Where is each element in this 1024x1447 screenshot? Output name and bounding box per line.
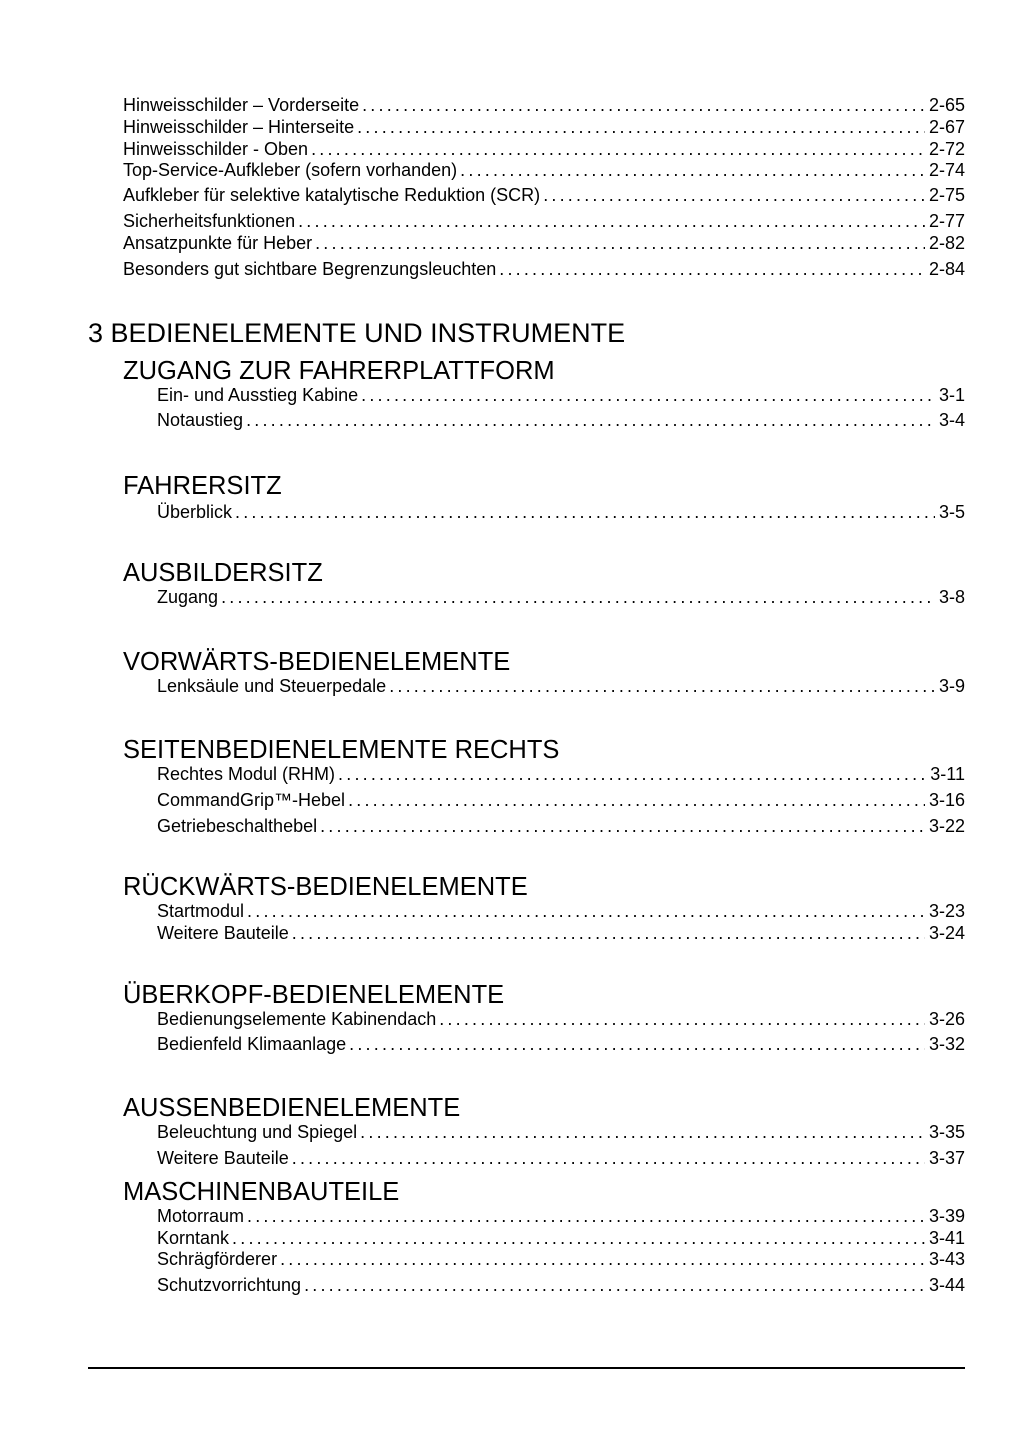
toc-entry-page: 3-32 bbox=[928, 1034, 965, 1054]
toc-entry-label: Motorraum bbox=[157, 1206, 245, 1226]
section-heading: SEITENBEDIENELEMENTE RECHTS bbox=[123, 736, 560, 764]
toc-entry[interactable] bbox=[157, 410, 965, 430]
dot-leader bbox=[499, 259, 925, 279]
toc-entry-label: Aufkleber für selektive katalytische Reduktion (SCR) bbox=[123, 185, 541, 205]
dot-leader bbox=[304, 1275, 925, 1295]
toc-entry-page: 3-4 bbox=[938, 410, 965, 430]
toc-entry[interactable] bbox=[157, 1275, 965, 1295]
toc-entry-label: Beleuchtung und Spiegel bbox=[157, 1122, 358, 1142]
toc-entry-label: Besonders gut sichtbare Begrenzungsleuchten bbox=[123, 259, 497, 279]
dot-leader bbox=[292, 923, 925, 943]
section-heading: ZUGANG ZUR FAHRERPLATTFORM bbox=[123, 357, 555, 385]
dot-leader bbox=[298, 211, 925, 231]
dot-leader bbox=[311, 139, 925, 159]
toc-entry-label: Startmodul bbox=[157, 901, 245, 921]
toc-entry[interactable] bbox=[157, 676, 965, 696]
toc-entry[interactable] bbox=[123, 233, 965, 253]
toc-entry-label: Getriebeschalthebel bbox=[157, 816, 318, 836]
toc-entry[interactable] bbox=[123, 95, 965, 115]
toc-entry-label: Hinweisschilder – Hinterseite bbox=[123, 117, 355, 137]
toc-entry-label: Bedienfeld Klimaanlage bbox=[157, 1034, 347, 1054]
dot-leader bbox=[338, 764, 926, 784]
toc-entry[interactable] bbox=[157, 1228, 965, 1248]
toc-entry[interactable] bbox=[157, 816, 965, 836]
toc-entry-label: Ansatzpunkte für Heber bbox=[123, 233, 313, 253]
toc-entry-page: 3-11 bbox=[930, 764, 965, 784]
toc-entry[interactable] bbox=[157, 502, 965, 522]
toc-entry-label: Lenksäule und Steuerpedale bbox=[157, 676, 387, 696]
dot-leader bbox=[320, 816, 925, 836]
dot-leader bbox=[460, 160, 925, 180]
dot-leader bbox=[247, 1206, 925, 1226]
toc-entry[interactable] bbox=[157, 764, 965, 784]
dot-leader bbox=[221, 587, 935, 607]
toc-entry-label: Hinweisschilder – Vorderseite bbox=[123, 95, 360, 115]
dot-leader bbox=[280, 1249, 925, 1269]
footer-divider bbox=[88, 1367, 965, 1369]
toc-entry-page: 2-72 bbox=[928, 139, 965, 159]
toc-entry-page: 2-82 bbox=[928, 233, 965, 253]
dot-leader bbox=[349, 1034, 925, 1054]
toc-entry-page: 3-24 bbox=[928, 923, 965, 943]
toc-entry[interactable] bbox=[157, 1034, 965, 1054]
toc-entry[interactable] bbox=[123, 185, 965, 205]
toc-entry-page: 2-67 bbox=[928, 117, 965, 137]
toc-entry[interactable] bbox=[157, 901, 965, 921]
toc-entry-page: 3-37 bbox=[928, 1148, 965, 1168]
toc-entry-label: Rechtes Modul (RHM) bbox=[157, 764, 336, 784]
dot-leader bbox=[235, 502, 935, 522]
toc-entry-label: Hinweisschilder - Oben bbox=[123, 139, 309, 159]
toc-entry[interactable] bbox=[157, 1206, 965, 1226]
toc-entry[interactable] bbox=[123, 117, 965, 137]
toc-entry-page: 3-23 bbox=[928, 901, 965, 921]
dot-leader bbox=[246, 410, 935, 430]
dot-leader bbox=[292, 1148, 925, 1168]
section-heading: MASCHINENBAUTEILE bbox=[123, 1178, 400, 1206]
toc-entry-page: 3-41 bbox=[928, 1228, 965, 1248]
toc-entry-label: Weitere Bauteile bbox=[157, 1148, 289, 1168]
toc-entry-label: Überblick bbox=[157, 502, 233, 522]
dot-leader bbox=[389, 676, 935, 696]
toc-entry[interactable] bbox=[157, 1249, 965, 1269]
toc-entry-label: Schrägförderer bbox=[157, 1249, 278, 1269]
toc-entry-label: Notaustieg bbox=[157, 410, 244, 430]
toc-entry[interactable] bbox=[123, 211, 965, 231]
toc-entry-page: 2-74 bbox=[928, 160, 965, 180]
toc-entry[interactable] bbox=[157, 923, 965, 943]
toc-entry[interactable] bbox=[157, 385, 965, 405]
section-heading: AUSSENBEDIENELEMENTE bbox=[123, 1094, 461, 1122]
toc-entry-page: 3-5 bbox=[938, 502, 965, 522]
toc-entry-label: Ein- und Ausstieg Kabine bbox=[157, 385, 359, 405]
section-heading: FAHRERSITZ bbox=[123, 472, 282, 500]
section-heading: AUSBILDERSITZ bbox=[123, 559, 323, 587]
toc-entry[interactable] bbox=[157, 1148, 965, 1168]
dot-leader bbox=[315, 233, 925, 253]
toc-entry[interactable] bbox=[123, 139, 965, 159]
dot-leader bbox=[357, 117, 925, 137]
toc-entry-page: 3-1 bbox=[938, 385, 965, 405]
toc-entry-page: 2-77 bbox=[928, 211, 965, 231]
toc-entry-page: 3-39 bbox=[928, 1206, 965, 1226]
toc-entry-label: Weitere Bauteile bbox=[157, 923, 289, 943]
toc-entry-label: Zugang bbox=[157, 587, 219, 607]
section-heading: ÜBERKOPF-BEDIENELEMENTE bbox=[123, 981, 505, 1009]
toc-entry[interactable] bbox=[123, 160, 965, 180]
dot-leader bbox=[361, 385, 935, 405]
toc-entry-page: 2-75 bbox=[928, 185, 965, 205]
toc-entry-label: Korntank bbox=[157, 1228, 230, 1248]
toc-entry-page: 2-65 bbox=[928, 95, 965, 115]
toc-entry-label: Top-Service-Aufkleber (sofern vorhanden) bbox=[123, 160, 458, 180]
toc-entry[interactable] bbox=[157, 587, 965, 607]
chapter-title: 3 BEDIENELEMENTE UND INSTRUMENTE bbox=[88, 318, 626, 348]
toc-entry-page: 2-84 bbox=[928, 259, 965, 279]
section-heading: RÜCKWÄRTS-BEDIENELEMENTE bbox=[123, 873, 528, 901]
dot-leader bbox=[439, 1009, 925, 1029]
toc-entry-page: 3-9 bbox=[938, 676, 965, 696]
toc-entry[interactable] bbox=[157, 790, 965, 810]
dot-leader bbox=[232, 1228, 925, 1248]
dot-leader bbox=[348, 790, 925, 810]
toc-entry-page: 3-35 bbox=[928, 1122, 965, 1142]
toc-entry-label: Sicherheitsfunktionen bbox=[123, 211, 296, 231]
toc-entry[interactable] bbox=[123, 259, 965, 279]
toc-entry-label: Schutzvorrichtung bbox=[157, 1275, 302, 1295]
toc-entry-page: 3-8 bbox=[938, 587, 965, 607]
toc-entry-page: 3-44 bbox=[928, 1275, 965, 1295]
dot-leader bbox=[543, 185, 925, 205]
dot-leader bbox=[360, 1122, 925, 1142]
dot-leader bbox=[247, 901, 925, 921]
toc-entry-page: 3-22 bbox=[928, 816, 965, 836]
toc-entry-page: 3-26 bbox=[928, 1009, 965, 1029]
toc-entry-label: CommandGrip™-Hebel bbox=[157, 790, 346, 810]
toc-entry[interactable] bbox=[157, 1122, 965, 1142]
toc-entry-label: Bedienungselemente Kabinendach bbox=[157, 1009, 437, 1029]
toc-entry[interactable] bbox=[157, 1009, 965, 1029]
section-heading: VORWÄRTS-BEDIENELEMENTE bbox=[123, 648, 511, 676]
toc-entry-page: 3-16 bbox=[928, 790, 965, 810]
dot-leader bbox=[362, 95, 925, 115]
toc-entry-page: 3-43 bbox=[928, 1249, 965, 1269]
